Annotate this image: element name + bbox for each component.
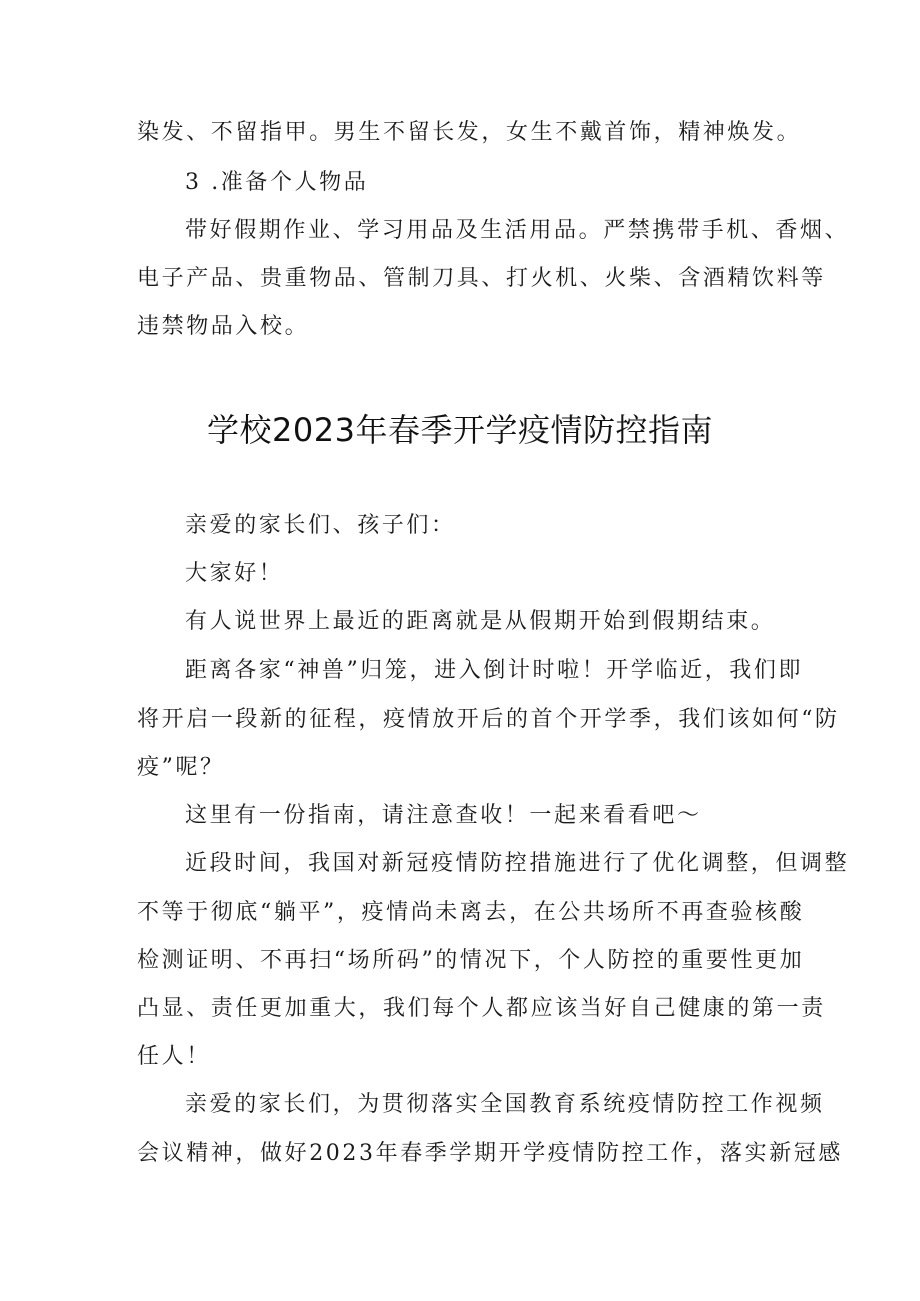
item-heading: 3 .准备个人物品	[185, 170, 369, 195]
paragraph-line: 将开启一段新的征程，疫情放开后的首个开学季，我们该如何“防	[137, 707, 840, 732]
paragraph-line: 凸显、责任更加重大，我们每个人都应该当好自己健康的第一责	[137, 996, 826, 1021]
paragraph-line: 有人说世界上最近的距离就是从假期开始到假期结束。	[185, 609, 776, 634]
paragraph-line: 距离各家“神兽”归笼，进入倒计时啦！开学临近，我们即	[185, 658, 804, 683]
paragraph-line: 亲爱的家长们，为贯彻落实全国教育系统疫情防控工作视频	[185, 1092, 825, 1117]
paragraph-line: 任人！	[137, 1044, 211, 1069]
paragraph-line: 违禁物品入校。	[137, 314, 310, 339]
paragraph-line: 带好假期作业、学习用品及生活用品。严禁携带手机、香烟、	[185, 218, 850, 243]
paragraph-line: 近段时间，我国对新冠疫情防控措施进行了优化调整，但调整	[185, 851, 850, 876]
salutation: 亲爱的家长们、孩子们：	[185, 513, 456, 538]
greeting: 大家好！	[185, 561, 284, 586]
paragraph-line: 这里有一份指南，请注意查收！一起来看看吧～	[185, 803, 702, 828]
paragraph-line: 会议精神，做好2023年春季学期开学疫情防控工作，落实新冠感	[137, 1141, 843, 1166]
paragraph-line: 电子产品、贵重物品、管制刀具、打火机、火柴、含酒精饮料等	[137, 266, 826, 291]
paragraph-line: 疫”呢？	[137, 755, 225, 780]
paragraph-line: 不等于彻底“躺平”，疫情尚未离去，在公共场所不再查验核酸	[137, 900, 805, 925]
page-title: 学校2023年春季开学疫情防控指南	[207, 411, 713, 449]
paragraph-line: 染发、不留指甲。男生不留长发，女生不戴首饰，精神焕发。	[137, 120, 802, 145]
paragraph-line: 检测证明、不再扫“场所码”的情况下，个人防控的重要性更加	[137, 948, 805, 973]
